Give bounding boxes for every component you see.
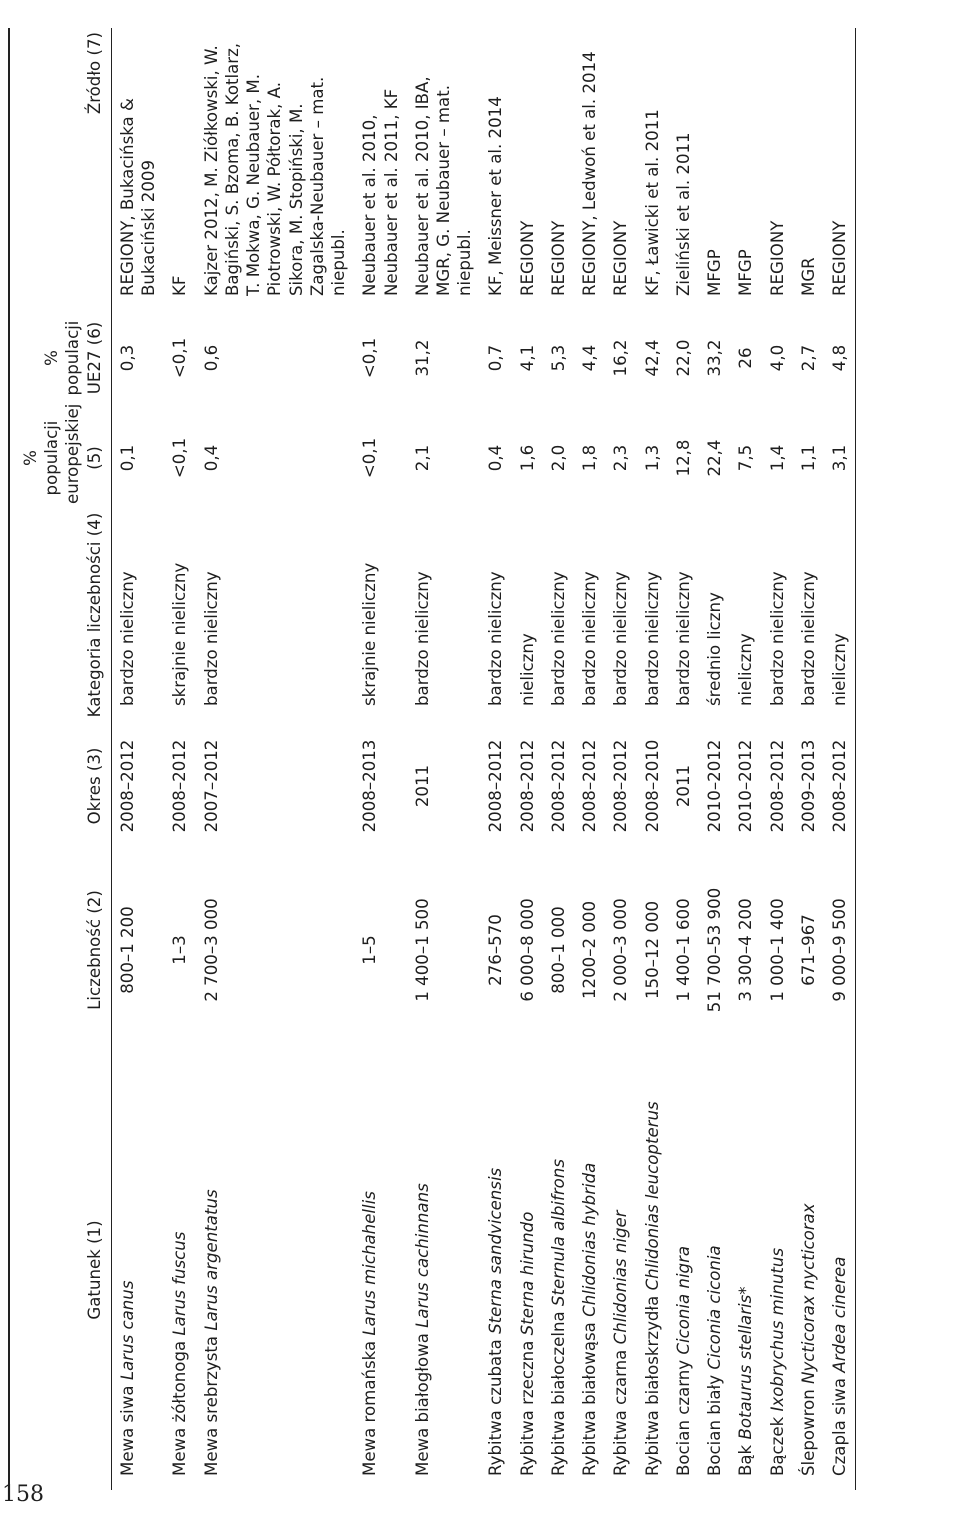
pct-eu27-cell: 0,7	[486, 344, 506, 372]
source-cell: KF	[170, 275, 190, 296]
category-cell: bardzo nieliczny	[673, 571, 693, 706]
header-category: Kategoria liczebności (4)	[84, 512, 104, 718]
abundance-cell: 671–967	[798, 914, 818, 986]
species-cell	[164, 1050, 195, 1490]
period-cell: 2008–2012	[767, 739, 787, 833]
pct-eu27-cell: 4,0	[767, 344, 787, 372]
table-row	[164, 28, 195, 1490]
abundance-cell: 1 400–1 600	[673, 898, 693, 1002]
page-number: 158	[2, 1482, 44, 1507]
pct-eu27-cell: 31,2	[412, 339, 432, 377]
header-pct-eu27: % populacji UE27 (6)	[42, 320, 104, 396]
species-cell	[543, 1050, 574, 1490]
period-cell: 2008–2010	[642, 739, 662, 833]
species-name-latin: Ixobrychus minutus	[767, 1247, 787, 1412]
table-row	[824, 28, 856, 1490]
table-row	[668, 28, 699, 1490]
abundance-cell: 1–5	[360, 935, 380, 965]
pct-europe-cell: <0,1	[170, 437, 190, 479]
pct-europe-cell: 1,6	[517, 444, 537, 472]
table-row	[480, 28, 511, 1490]
source-cell: MFGP	[736, 249, 756, 296]
pct-eu27-cell: 4,1	[517, 344, 537, 372]
species-cell	[512, 1050, 543, 1490]
category-cell: bardzo nieliczny	[201, 571, 221, 706]
pct-europe-cell: 2,1	[412, 444, 432, 472]
pct-eu27-cell: 33,2	[705, 339, 725, 377]
source-cell: REGIONY, Bukacińska & Bukaciński 2009	[117, 98, 159, 296]
species-name-polish: Rybitwa rzeczna	[517, 1340, 537, 1476]
source-cell: REGIONY, Ledwoń et al. 2014	[580, 51, 600, 296]
species-name-latin: Sterna sandvicensis	[486, 1167, 506, 1334]
pct-eu27-cell: 26	[736, 347, 756, 369]
pct-europe-cell: 2,0	[548, 444, 568, 472]
source-cell: KF, Ławicki et al. 2011	[642, 109, 662, 296]
source-cell: REGIONY	[548, 220, 568, 296]
pct-europe-cell: 7,5	[736, 444, 756, 472]
category-cell: bardzo nieliczny	[486, 571, 506, 706]
source-cell: Neubauer et al. 2010, IBA, MGR, G. Neubauer – mat. niepubl.	[412, 76, 475, 296]
source-cell: Neubauer et al. 2010, Neubauer et al. 2011, KF	[360, 88, 401, 296]
species-name-polish: Czapla siwa	[830, 1377, 850, 1476]
pct-eu27-cell: 16,2	[611, 339, 631, 377]
abundance-cell: 2 700–3 000	[201, 898, 221, 1002]
species-cell	[605, 1050, 636, 1490]
category-cell: średnio liczny	[705, 592, 725, 706]
pct-europe-cell: 3,1	[830, 444, 850, 472]
period-cell: 2008–2012	[517, 739, 537, 833]
species-cell	[730, 1050, 761, 1490]
pct-europe-cell: 1,1	[798, 444, 818, 472]
pct-eu27-cell: 22,0	[673, 339, 693, 377]
period-cell: 2008–2012	[548, 739, 568, 833]
table-row	[196, 28, 355, 1490]
abundance-cell: 9 000–9 500	[830, 898, 850, 1002]
pct-europe-cell: 1,3	[642, 444, 662, 472]
category-cell: bardzo nieliczny	[611, 571, 631, 706]
species-name-latin: Larus cachinnans	[412, 1183, 432, 1328]
species-name-latin: Ciconia ciconia	[705, 1245, 725, 1370]
period-cell: 2009–2013	[798, 739, 818, 833]
table-row	[354, 28, 406, 1490]
pct-europe-cell: 0,4	[201, 444, 221, 472]
table-row	[543, 28, 574, 1490]
header-species: Gatunek (1)	[84, 1220, 104, 1320]
header-period: Okres (3)	[84, 747, 104, 825]
abundance-cell: 1 400–1 500	[412, 898, 432, 1002]
category-cell: nieliczny	[517, 633, 537, 706]
table-row	[762, 28, 793, 1490]
species-name-latin: Larus canus	[117, 1280, 137, 1381]
source-cell: Zieliński et al. 2011	[673, 132, 693, 296]
table-row	[512, 28, 543, 1490]
species-cell	[111, 1050, 164, 1490]
source-cell: REGIONY	[517, 220, 537, 296]
table-row	[605, 28, 636, 1490]
source-cell: REGIONY	[611, 220, 631, 296]
species-name-latin: Larus argentatus	[201, 1189, 221, 1331]
species-cell	[668, 1050, 699, 1490]
pct-europe-cell: 1,4	[767, 444, 787, 472]
species-cell	[407, 1050, 481, 1490]
source-cell: MFGP	[705, 249, 725, 296]
header-abundance: Liczebność (2)	[84, 890, 104, 1010]
species-name-polish: Ślepowron	[798, 1389, 818, 1476]
species-cell	[637, 1050, 668, 1490]
table-row	[111, 28, 164, 1490]
abundance-cell: 276–570	[486, 914, 506, 986]
category-cell: bardzo nieliczny	[580, 571, 600, 706]
pct-europe-cell: 0,4	[486, 444, 506, 472]
abundance-cell: 150–12 000	[642, 900, 662, 1000]
species-name-latin: Sterna hirundo	[517, 1211, 537, 1336]
table-row	[637, 28, 668, 1490]
source-cell: Kajzer 2012, M. Ziółkowski, W. Bagiński, S. Bzoma, B. Kotlarz, T. Mokwa, G. Neubauer, M. Piotrowski, W. Półtorak, A. Sikora, M. Stopiński, M. Zagalska-Neubauer – mat. niepubl.	[201, 42, 349, 296]
period-cell: 2010–2012	[736, 739, 756, 833]
species-name-latin: Larus michahellis	[360, 1191, 380, 1336]
pct-eu27-cell: 0,3	[117, 344, 137, 372]
pct-europe-cell: 1,8	[580, 444, 600, 472]
period-cell: 2008–2012	[117, 739, 137, 833]
category-cell: skrajnie nieliczny	[170, 562, 190, 706]
source-cell: MGR	[798, 257, 818, 296]
category-cell: bardzo nieliczny	[767, 571, 787, 706]
abundance-cell: 800–1 200	[117, 906, 137, 994]
species-cell	[354, 1050, 406, 1490]
species-name-polish: Mewa białogłowa	[412, 1333, 432, 1476]
table-row	[407, 28, 481, 1490]
pct-europe-cell: 2,3	[611, 444, 631, 472]
table-row	[730, 28, 761, 1490]
period-cell: 2008–2012	[830, 739, 850, 833]
species-name-latin: Sternula albifrons	[548, 1159, 568, 1307]
abundance-cell: 1 000–1 400	[767, 898, 787, 1002]
table-header-row	[9, 28, 111, 1490]
abundance-cell: 1–3	[170, 935, 190, 965]
pct-europe-cell: 0,1	[117, 444, 137, 472]
abundance-cell: 1200–2 000	[580, 900, 600, 1000]
pct-europe-cell: <0,1	[360, 437, 380, 479]
period-cell: 2010–2012	[705, 739, 725, 833]
species-name-latin: Ardea cinerea	[830, 1256, 850, 1373]
species-cell	[699, 1050, 730, 1490]
source-cell: REGIONY	[830, 220, 850, 296]
pct-eu27-cell: 0,6	[201, 344, 221, 372]
species-name-polish: Bocian czarny	[673, 1359, 693, 1476]
header-pct-europe: % populacji europejskiej (5)	[21, 403, 104, 504]
category-cell: bardzo nieliczny	[117, 571, 137, 706]
pct-eu27-cell: 4,4	[580, 344, 600, 372]
pct-europe-cell: 12,8	[673, 439, 693, 477]
category-cell: nieliczny	[830, 633, 850, 706]
source-cell: KF, Meissner et al. 2014	[486, 96, 506, 296]
pct-eu27-cell: <0,1	[170, 337, 190, 379]
period-cell: 2008–2012	[580, 739, 600, 833]
category-cell: skrajnie nieliczny	[360, 562, 380, 706]
period-cell: 2008–2012	[611, 739, 631, 833]
period-cell: 2008–2013	[360, 739, 380, 833]
species-name-polish: Rybitwa czarna	[611, 1349, 631, 1476]
table-row	[793, 28, 824, 1490]
species-name-latin: Nycticorax nycticorax	[798, 1203, 818, 1384]
period-cell: 2011	[673, 764, 693, 808]
species-name-polish: Rybitwa białoskrzydła	[642, 1295, 662, 1476]
species-cell	[793, 1050, 824, 1490]
table-body	[111, 28, 855, 1490]
abundance-cell: 6 000–8 000	[517, 898, 537, 1002]
period-cell: 2008–2012	[170, 739, 190, 833]
species-cell	[480, 1050, 511, 1490]
pct-eu27-cell: 5,3	[548, 344, 568, 372]
category-cell: nieliczny	[736, 633, 756, 706]
species-name-latin: Larus fuscus	[170, 1231, 190, 1336]
species-name-polish: Mewa srebrzysta	[201, 1335, 221, 1476]
species-name-polish: Rybitwa białoczelna	[548, 1311, 568, 1476]
abundance-cell: 2 000–3 000	[611, 898, 631, 1002]
species-cell	[824, 1050, 856, 1490]
species-name-latin: Chlidonias leucopterus	[642, 1101, 662, 1291]
period-cell: 2008–2012	[486, 739, 506, 833]
species-name-polish: Rybitwa białowąsa	[580, 1322, 600, 1476]
table-row	[574, 28, 605, 1490]
species-name-polish: Bocian biały	[705, 1374, 725, 1476]
species-cell	[574, 1050, 605, 1490]
species-name-polish: Rybitwa czubata	[486, 1339, 506, 1476]
species-name-polish: Mewa żółtonoga	[170, 1340, 190, 1476]
pct-europe-cell: 22,4	[705, 439, 725, 477]
category-cell: bardzo nieliczny	[798, 571, 818, 706]
species-name-polish: Mewa siwa	[117, 1385, 137, 1476]
pct-eu27-cell: 2,7	[798, 344, 818, 372]
species-name-polish: Mewa romańska	[360, 1340, 380, 1476]
category-cell: bardzo nieliczny	[548, 571, 568, 706]
species-name-latin: Ciconia nigra	[673, 1245, 693, 1355]
pct-eu27-cell: 42,4	[642, 339, 662, 377]
species-cell	[196, 1050, 355, 1490]
abundance-cell: 800–1 000	[548, 906, 568, 994]
species-name-polish: Bąk	[736, 1444, 756, 1476]
species-table	[8, 28, 856, 1490]
abundance-cell: 51 700–53 900	[705, 887, 725, 1013]
period-cell: 2007–2012	[201, 739, 221, 833]
species-name-latin: Chlidonias hybrida	[580, 1162, 600, 1317]
category-cell: bardzo nieliczny	[412, 571, 432, 706]
category-cell: bardzo nieliczny	[642, 571, 662, 706]
species-cell	[762, 1050, 793, 1490]
species-name-latin: Botaurus stellaris*	[736, 1286, 756, 1440]
pct-eu27-cell: 4,8	[830, 344, 850, 372]
abundance-cell: 3 300–4 200	[736, 898, 756, 1002]
table-row	[699, 28, 730, 1490]
period-cell: 2011	[412, 764, 432, 808]
header-source: Źródło (7)	[84, 32, 104, 115]
species-name-polish: Bączek	[767, 1416, 787, 1476]
pct-eu27-cell: <0,1	[360, 337, 380, 379]
species-name-latin: Chlidonias niger	[611, 1210, 631, 1345]
source-cell: REGIONY	[767, 220, 787, 296]
